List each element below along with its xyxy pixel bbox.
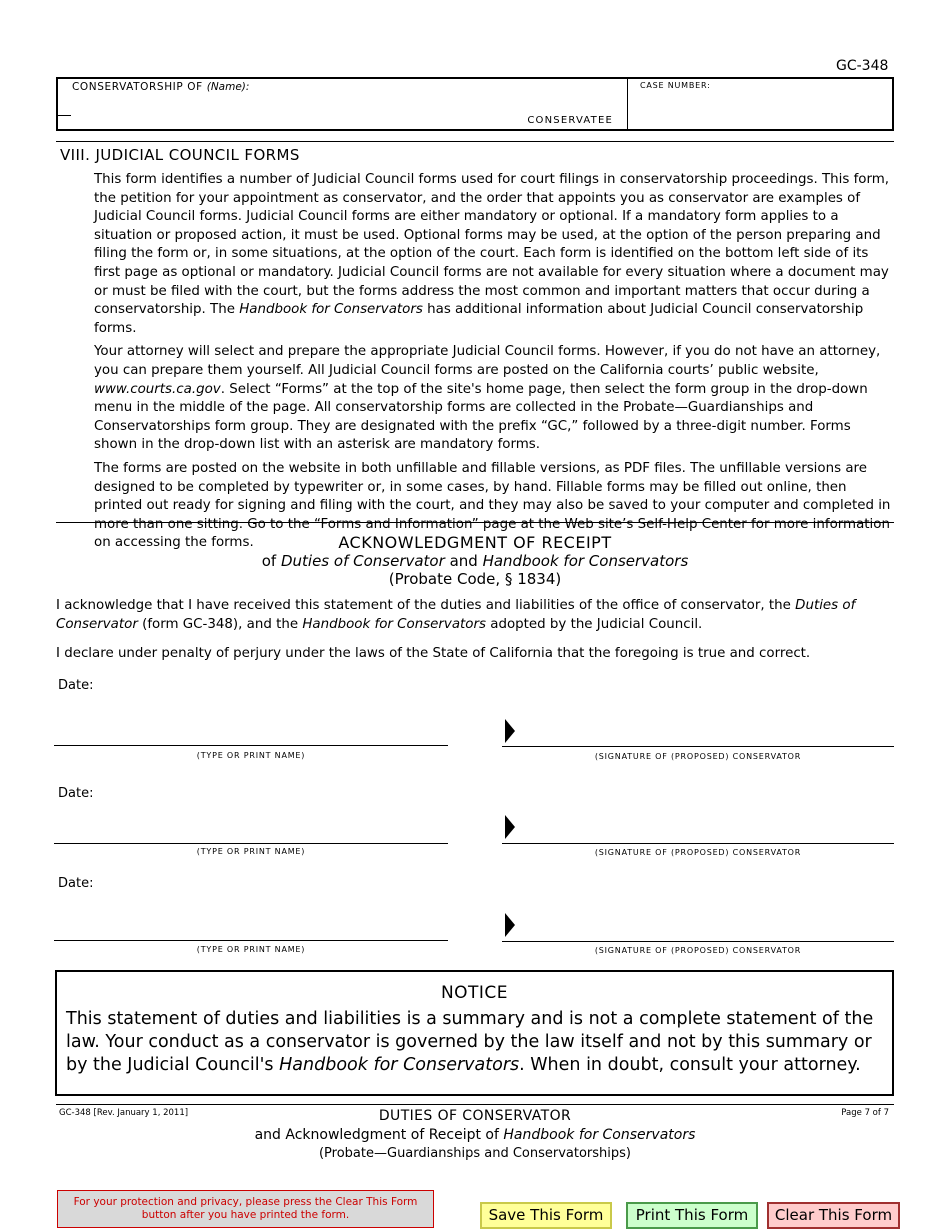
acknowledgment-subtitle: of Duties of Conservator and Handbook for Conservators — [261, 552, 689, 570]
signature-arrow-icon — [505, 719, 515, 743]
paragraph-3: The forms are posted on the website in both unfillable and fillable versions, as PDF files. The unfillable versions are designed to be completed by typewriter or, in some cases, by hand. Fillable forms may be filled out online, then printed out ready for signing and filing with the court, and they may also be saved to your computer and completed in more than one sitting. Go to the “Forms and Information” page at the Web site’s Self-Help Center for more information on accessing the forms. — [94, 460, 891, 551]
form-number: GC-348 — [836, 58, 889, 74]
acknowledgment-title: ACKNOWLEDGMENT OF RECEIPT — [338, 533, 612, 552]
signature-line[interactable] — [502, 843, 894, 844]
divider — [56, 1104, 894, 1105]
date-label: Date: — [58, 678, 94, 693]
probate-code: (Probate Code, § 1834) — [388, 570, 562, 588]
notice-box — [55, 970, 894, 1096]
save-form-button[interactable]: Save This Form — [480, 1202, 612, 1229]
signature-line[interactable] — [502, 746, 894, 747]
page-number: Page 7 of 7 — [841, 1108, 889, 1118]
revision-label: GC-348 [Rev. January 1, 2011] — [59, 1108, 189, 1118]
section-body — [94, 171, 892, 558]
date-label: Date: — [58, 786, 94, 801]
conservatorship-label: CONSERVATORSHIP OF (Name): — [72, 81, 250, 93]
conservatorship-name-field[interactable] — [58, 79, 628, 129]
notice-text: This statement of duties and liabilities is a summary and is not a complete statement of the law. Your conduct as a conservator is governed by the law itself and not by this summary or by the Judicial Council's Handbook for Conservators. When in doubt, consult your attorney. — [66, 1009, 874, 1075]
acknowledgment-statement: I acknowledge that I have received this statement of the duties and liabilities of the office of conservator, the Duties of Conservator (form GC-348), and the Handbook for Conservators adopted by the Judicial Council. — [56, 598, 856, 632]
paragraph-2: Your attorney will select and prepare the appropriate Judicial Council forms. However, if you do not have an attorney, you can prepare them yourself. All Judicial Council forms are posted on the California courts’ public website, www.courts.ca.gov. Select “Forms” at the top of the site's home page, then select the form group in the drop-down menu in the middle of the page. All conservatorship forms are collected in the Probate—Guardianships and Conservatorships form group. They are designated with the prefix “GC,” followed by a three-digit number. Forms shown in the drop-down list with an asterisk are mandatory forms. — [94, 344, 881, 453]
name-input-line[interactable] — [54, 940, 448, 941]
caption-box — [56, 77, 894, 131]
signature-caption: (SIGNATURE OF (PROPOSED) CONSERVATOR — [594, 946, 802, 955]
signature-arrow-icon — [505, 913, 515, 937]
name-input-line[interactable] — [54, 843, 448, 844]
caption-tick — [57, 115, 71, 116]
name-caption: (TYPE OR PRINT NAME) — [196, 751, 306, 760]
name-caption: (TYPE OR PRINT NAME) — [196, 945, 306, 954]
name-input-line[interactable] — [54, 745, 448, 746]
conservatee-label: CONSERVATEE — [527, 115, 613, 126]
case-number-label: CASE NUMBER: — [640, 81, 711, 90]
courts-website-link[interactable]: www.courts.ca.gov — [94, 381, 221, 397]
notice-title: NOTICE — [440, 983, 509, 1003]
divider — [56, 522, 894, 523]
paragraph-1: This form identifies a number of Judicial Council forms used for court filings in conservatorship proceedings. This form, the petition for your appointment as conservator, and the order that appoints you as conservator are examples of Judicial Council forms. Judicial Council forms are either mandatory or optional. If a mandatory form applies to a situation or proposed action, it must be used. Optional forms may be used, at the option of the person preparing and filing the form or, in some situations, at the option of the court. Each form is identified on the bottom left side of its first page as optional or mandatory. Judicial Council forms are not available for every situation where a document may or must be filed with the court, but the forms address the most common and important matters that occur during a conservatorship. The Handbook for Conservators has additional information about Judicial Council conservatorship forms. — [94, 172, 890, 336]
print-form-button[interactable]: Print This Form — [626, 1202, 758, 1229]
signature-caption: (SIGNATURE OF (PROPOSED) CONSERVATOR — [594, 848, 802, 857]
perjury-declaration: I declare under penalty of perjury under the laws of the State of California that the foregoing is true and correct. — [56, 646, 811, 661]
divider — [56, 141, 894, 142]
section-title: VIII. JUDICIAL COUNCIL FORMS — [60, 146, 300, 164]
privacy-notice: For your protection and privacy, please press the Clear This Form button after you have printed the form. — [57, 1190, 434, 1228]
signature-arrow-icon — [505, 815, 515, 839]
footer-subtitle: and Acknowledgment of Receipt of Handbook for Conservators — [254, 1127, 696, 1143]
clear-form-button[interactable]: Clear This Form — [767, 1202, 900, 1229]
signature-line[interactable] — [502, 941, 894, 942]
signature-caption: (SIGNATURE OF (PROPOSED) CONSERVATOR — [594, 752, 802, 761]
footer-category: (Probate—Guardianships and Conservatorships) — [318, 1146, 631, 1161]
date-label: Date: — [58, 876, 94, 891]
name-caption: (TYPE OR PRINT NAME) — [196, 847, 306, 856]
footer-title: DUTIES OF CONSERVATOR — [378, 1108, 572, 1124]
